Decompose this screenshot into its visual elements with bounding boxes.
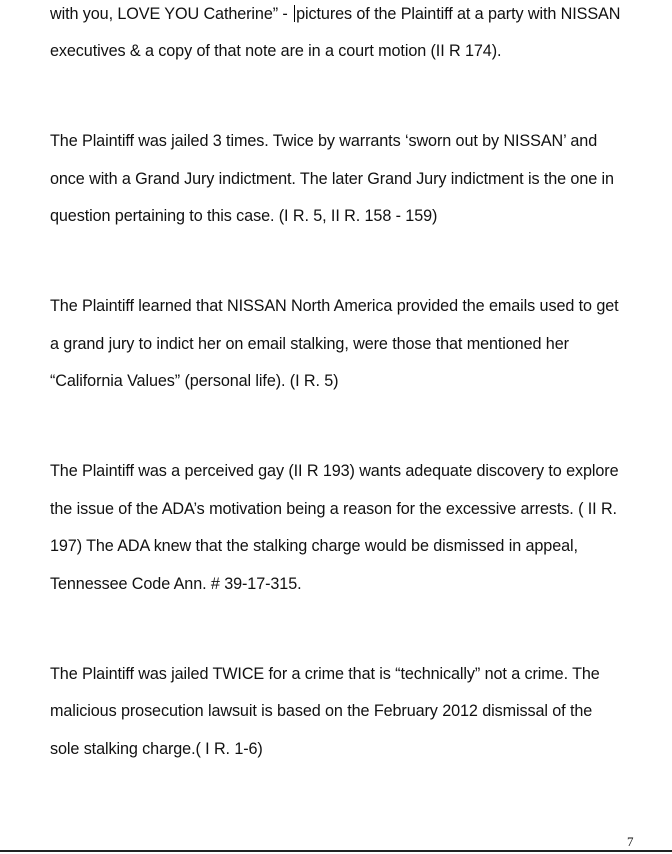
line-text-before-cursor: with you, LOVE YOU Catherine” - — [50, 5, 293, 23]
paragraph-4-line-4: Tennessee Code Ann. # 39-17-315. — [50, 575, 302, 593]
page-number: 7 — [627, 834, 634, 849]
line-text-after-cursor: pictures of the Plaintiff at a party with NISSAN — [296, 5, 621, 23]
paragraph-1-line-2: executives & a copy of that note are in a court motion (II R 174). — [50, 42, 502, 60]
page-bottom-border — [0, 850, 672, 852]
paragraph-1-line-1 — [50, 4, 620, 24]
paragraph-5-line-2: malicious prosecution lawsuit is based on the February 2012 dismissal of the — [50, 702, 593, 720]
paragraph-2-line-2: once with a Grand Jury indictment. The later Grand Jury indictment is the one in — [50, 170, 614, 188]
paragraph-2-line-1: The Plaintiff was jailed 3 times. Twice by warrants ‘sworn out by NISSAN’ and — [50, 132, 598, 150]
paragraph-4-line-3: 197) The ADA knew that the stalking charge would be dismissed in appeal, — [50, 537, 578, 555]
paragraph-2-line-3: question pertaining to this case. (I R. 5, II R. 158 - 159) — [50, 207, 438, 225]
paragraph-4-line-2: the issue of the ADA’s motivation being a reason for the excessive arrests. ( II R. — [50, 500, 617, 518]
paragraph-3-line-3: “California Values” (personal life). (I R. 5) — [50, 372, 339, 390]
paragraph-5-line-3: sole stalking charge.( I R. 1-6) — [50, 740, 263, 758]
text-cursor — [294, 5, 295, 22]
paragraph-4-line-1: The Plaintiff was a perceived gay (II R 193) wants adequate discovery to explore — [50, 462, 619, 480]
paragraph-5-line-1: The Plaintiff was jailed TWICE for a crime that is “technically” not a crime. The — [50, 665, 600, 683]
paragraph-3-line-2: a grand jury to indict her on email stalking, were those that mentioned her — [50, 335, 569, 353]
paragraph-3-line-1: The Plaintiff learned that NISSAN North America provided the emails used to get — [50, 297, 619, 315]
